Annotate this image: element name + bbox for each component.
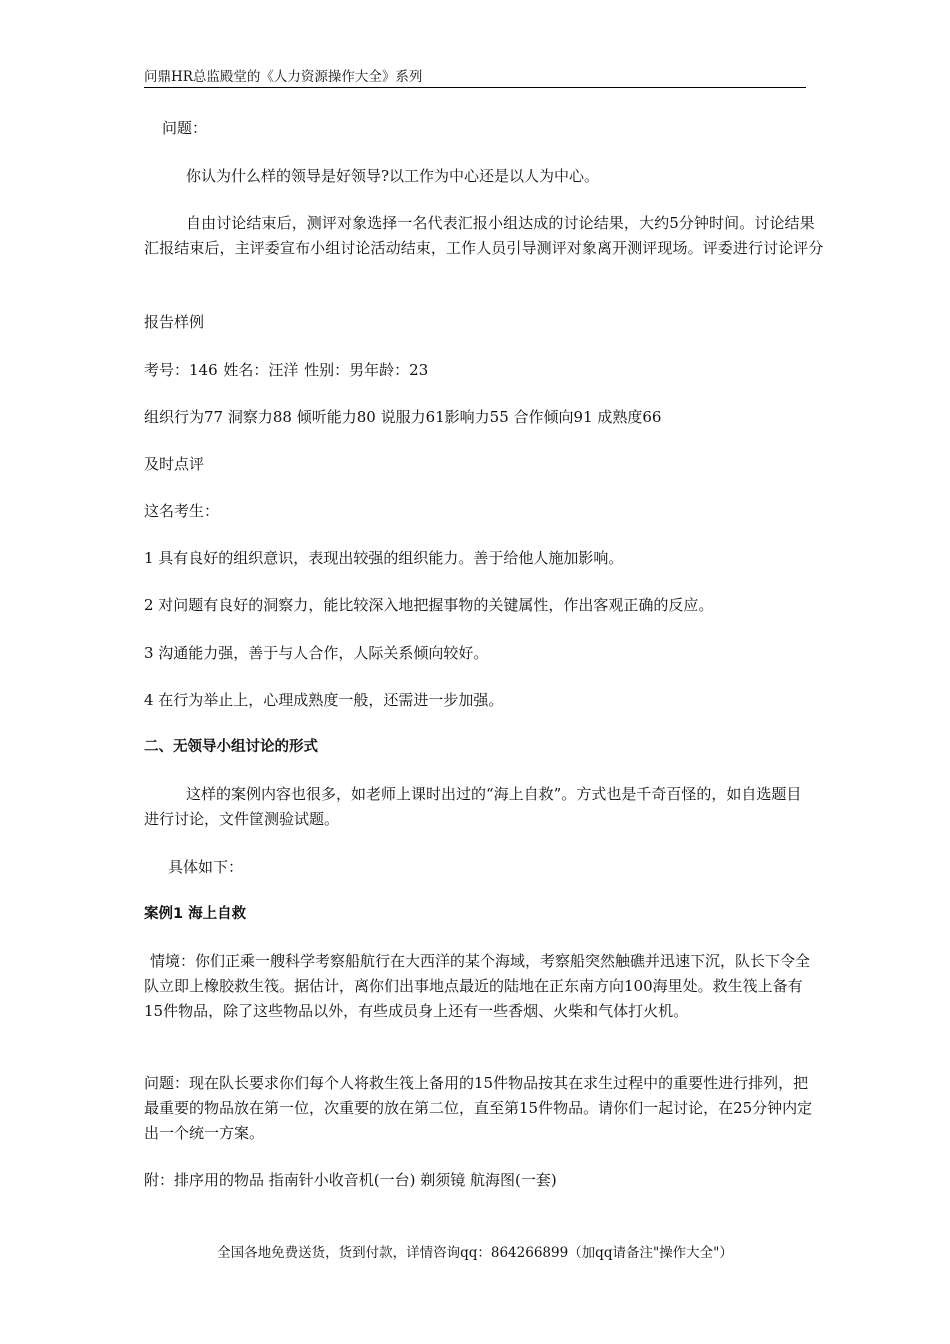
comment-item: 3 沟通能力强，善于与人合作，人际关系倾向较好。 [144,644,489,662]
score-line: 组织行为77 洞察力88 倾听能力80 说服力61影响力55 合作倾向91 成熟度66 [144,408,662,426]
page-header: 问鼎HR总监殿堂的《人力资源操作大全》系列 [144,69,423,85]
comment-item: 2 对问题有良好的洞察力，能比较深入地把握事物的关键属性，作出客观正确的反应。 [144,596,714,614]
situation-paragraph: 情境：你们正乘一艘科学考察船航行在大西洋的某个海域，考察船突然触礁并迅速下沉，队长下令全队立即上橡胶救生筏。据估计，离你们出事地点最近的陆地在正东南方向100海里处。救生筏上备有15件物品，除了这些物品以外，有些成员身上还有一些香烟、火柴和气体打火机。 [144,952,811,1020]
examinee-label: 这名考生： [144,502,220,520]
section-heading: 二、无领导小组讨论的形式 [144,739,318,755]
discussion-end-paragraph: 自由讨论结束后，测评对象选择一名代表汇报小组达成的讨论结果，大约5分钟时间。讨论结果汇报结束后，主评委宣布小组讨论活动结束，工作人员引导测评对象离开测评现场。评委进行讨论评分 [144,214,824,257]
comment-title: 及时点评 [144,455,205,473]
page-footer: 全国各地免费送货，货到付款，详情咨询qq：864266899（加qq请备注"操作大全"） [217,1245,733,1261]
appendix-line: 附：排序用的物品 指南针小收音机(一台) 剃须镜 航海图(一套) [144,1171,557,1189]
report-sample-title: 报告样例 [144,313,205,331]
details-label: 具体如下： [168,858,244,876]
case-heading: 案例1 海上自救 [144,906,247,922]
cases-intro-paragraph: 这样的案例内容也很多，如老师上课时出过的“海上自救”。方式也是千奇百怪的，如自选题目进行讨论，文件筐测验试题。 [144,785,802,828]
comment-item: 1 具有良好的组织意识，表现出较强的组织能力。善于给他人施加影响。 [144,549,624,567]
header-divider [144,87,806,88]
question-text: 你认为什么样的领导是好领导?以工作为中心还是以人为中心。 [186,167,600,185]
comment-item: 4 在行为举止上，心理成熟度一般，还需进一步加强。 [144,691,504,709]
candidate-info: 考号：146 姓名：汪洋 性别：男年龄：23 [144,361,429,379]
question-label: 问题： [162,119,208,137]
task-paragraph: 问题：现在队长要求你们每个人将救生筏上备用的15件物品按其在求生过程中的重要性进行排列，把最重要的物品放在第一位，次重要的放在第二位，直至第15件物品。请你们一起讨论，在25分钟内定出一个统一方案。 [144,1074,813,1142]
